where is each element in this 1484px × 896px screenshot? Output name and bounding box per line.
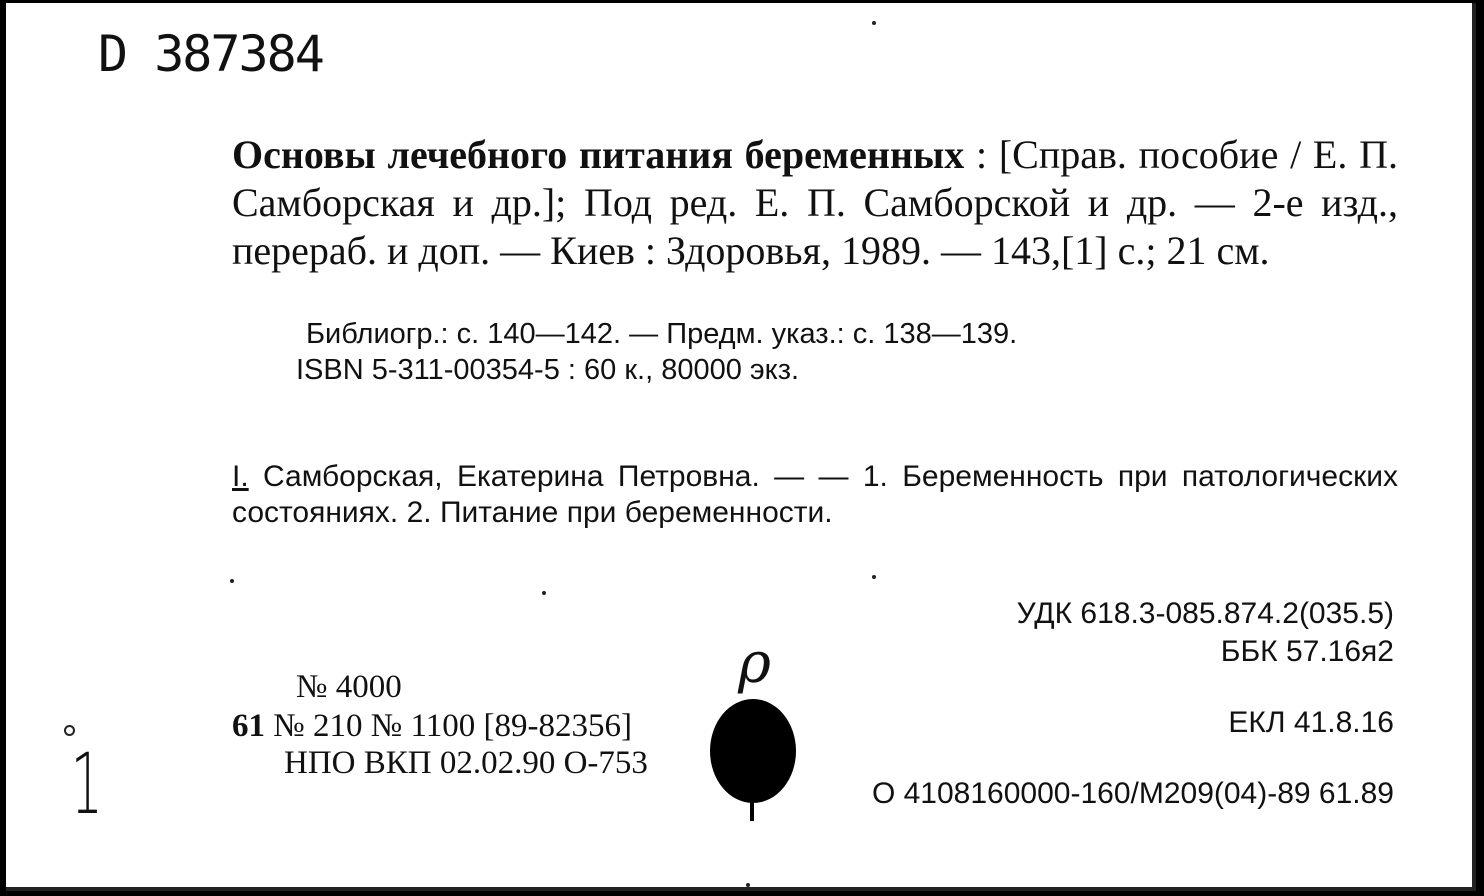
speck <box>872 575 876 579</box>
ink-blot <box>710 699 796 803</box>
speck <box>542 591 546 595</box>
bibliography-note: Библиогр.: с. 140—142. — Предм. указ.: с. 138—139. <box>306 318 1018 350</box>
print-line-number: 61 <box>232 708 265 744</box>
publisher-code: О 4108160000-160/М209(04)-89 61.89 <box>871 777 1394 810</box>
bbk-code: ББК 57.16я2 <box>1220 635 1394 668</box>
ink-blot-tail <box>750 793 754 821</box>
udk-code: УДК 618.3-085.874.2(035.5) <box>1016 597 1394 630</box>
speck <box>746 883 750 887</box>
handwritten-mark: ρ <box>738 631 771 696</box>
ekl-code: ЕКЛ 41.8.16 <box>1228 706 1394 739</box>
speck <box>230 579 234 583</box>
subject-text: Самборская, Екатерина Петровна. — — 1. Беременность при патологических состояниях. 2. Питание при беременности. <box>232 460 1398 529</box>
small-circle-mark <box>64 725 75 736</box>
subject-headings <box>232 459 1398 531</box>
order-number: № 4000 <box>296 669 402 705</box>
handwritten-number: 1 <box>70 735 103 833</box>
inventory-stamp: D 387384 <box>98 25 323 83</box>
print-line-details: № 210 № 1100 [89-82356] <box>265 708 632 744</box>
book-title: Основы лечебного питания беременных <box>232 132 965 177</box>
print-order-line <box>232 707 632 745</box>
isbn-line: ISBN 5-311-00354-5 : 60 к., 80000 экз. <box>296 354 800 386</box>
npo-line: НПО ВКП 02.02.90 О-753 <box>284 745 648 781</box>
catalog-entry <box>232 131 1398 275</box>
book-description: : [Справ. пособие / Е. П. Самборская и др.]; Под ред. Е. П. Самборской и др. — 2-е изд., перераб. и доп. — Киев : Здоровья, 1989. — 143,[1] с.; 21 см. <box>232 132 1399 273</box>
speck <box>872 21 876 25</box>
catalog-card <box>6 3 1476 891</box>
subject-number: I. <box>232 460 249 493</box>
